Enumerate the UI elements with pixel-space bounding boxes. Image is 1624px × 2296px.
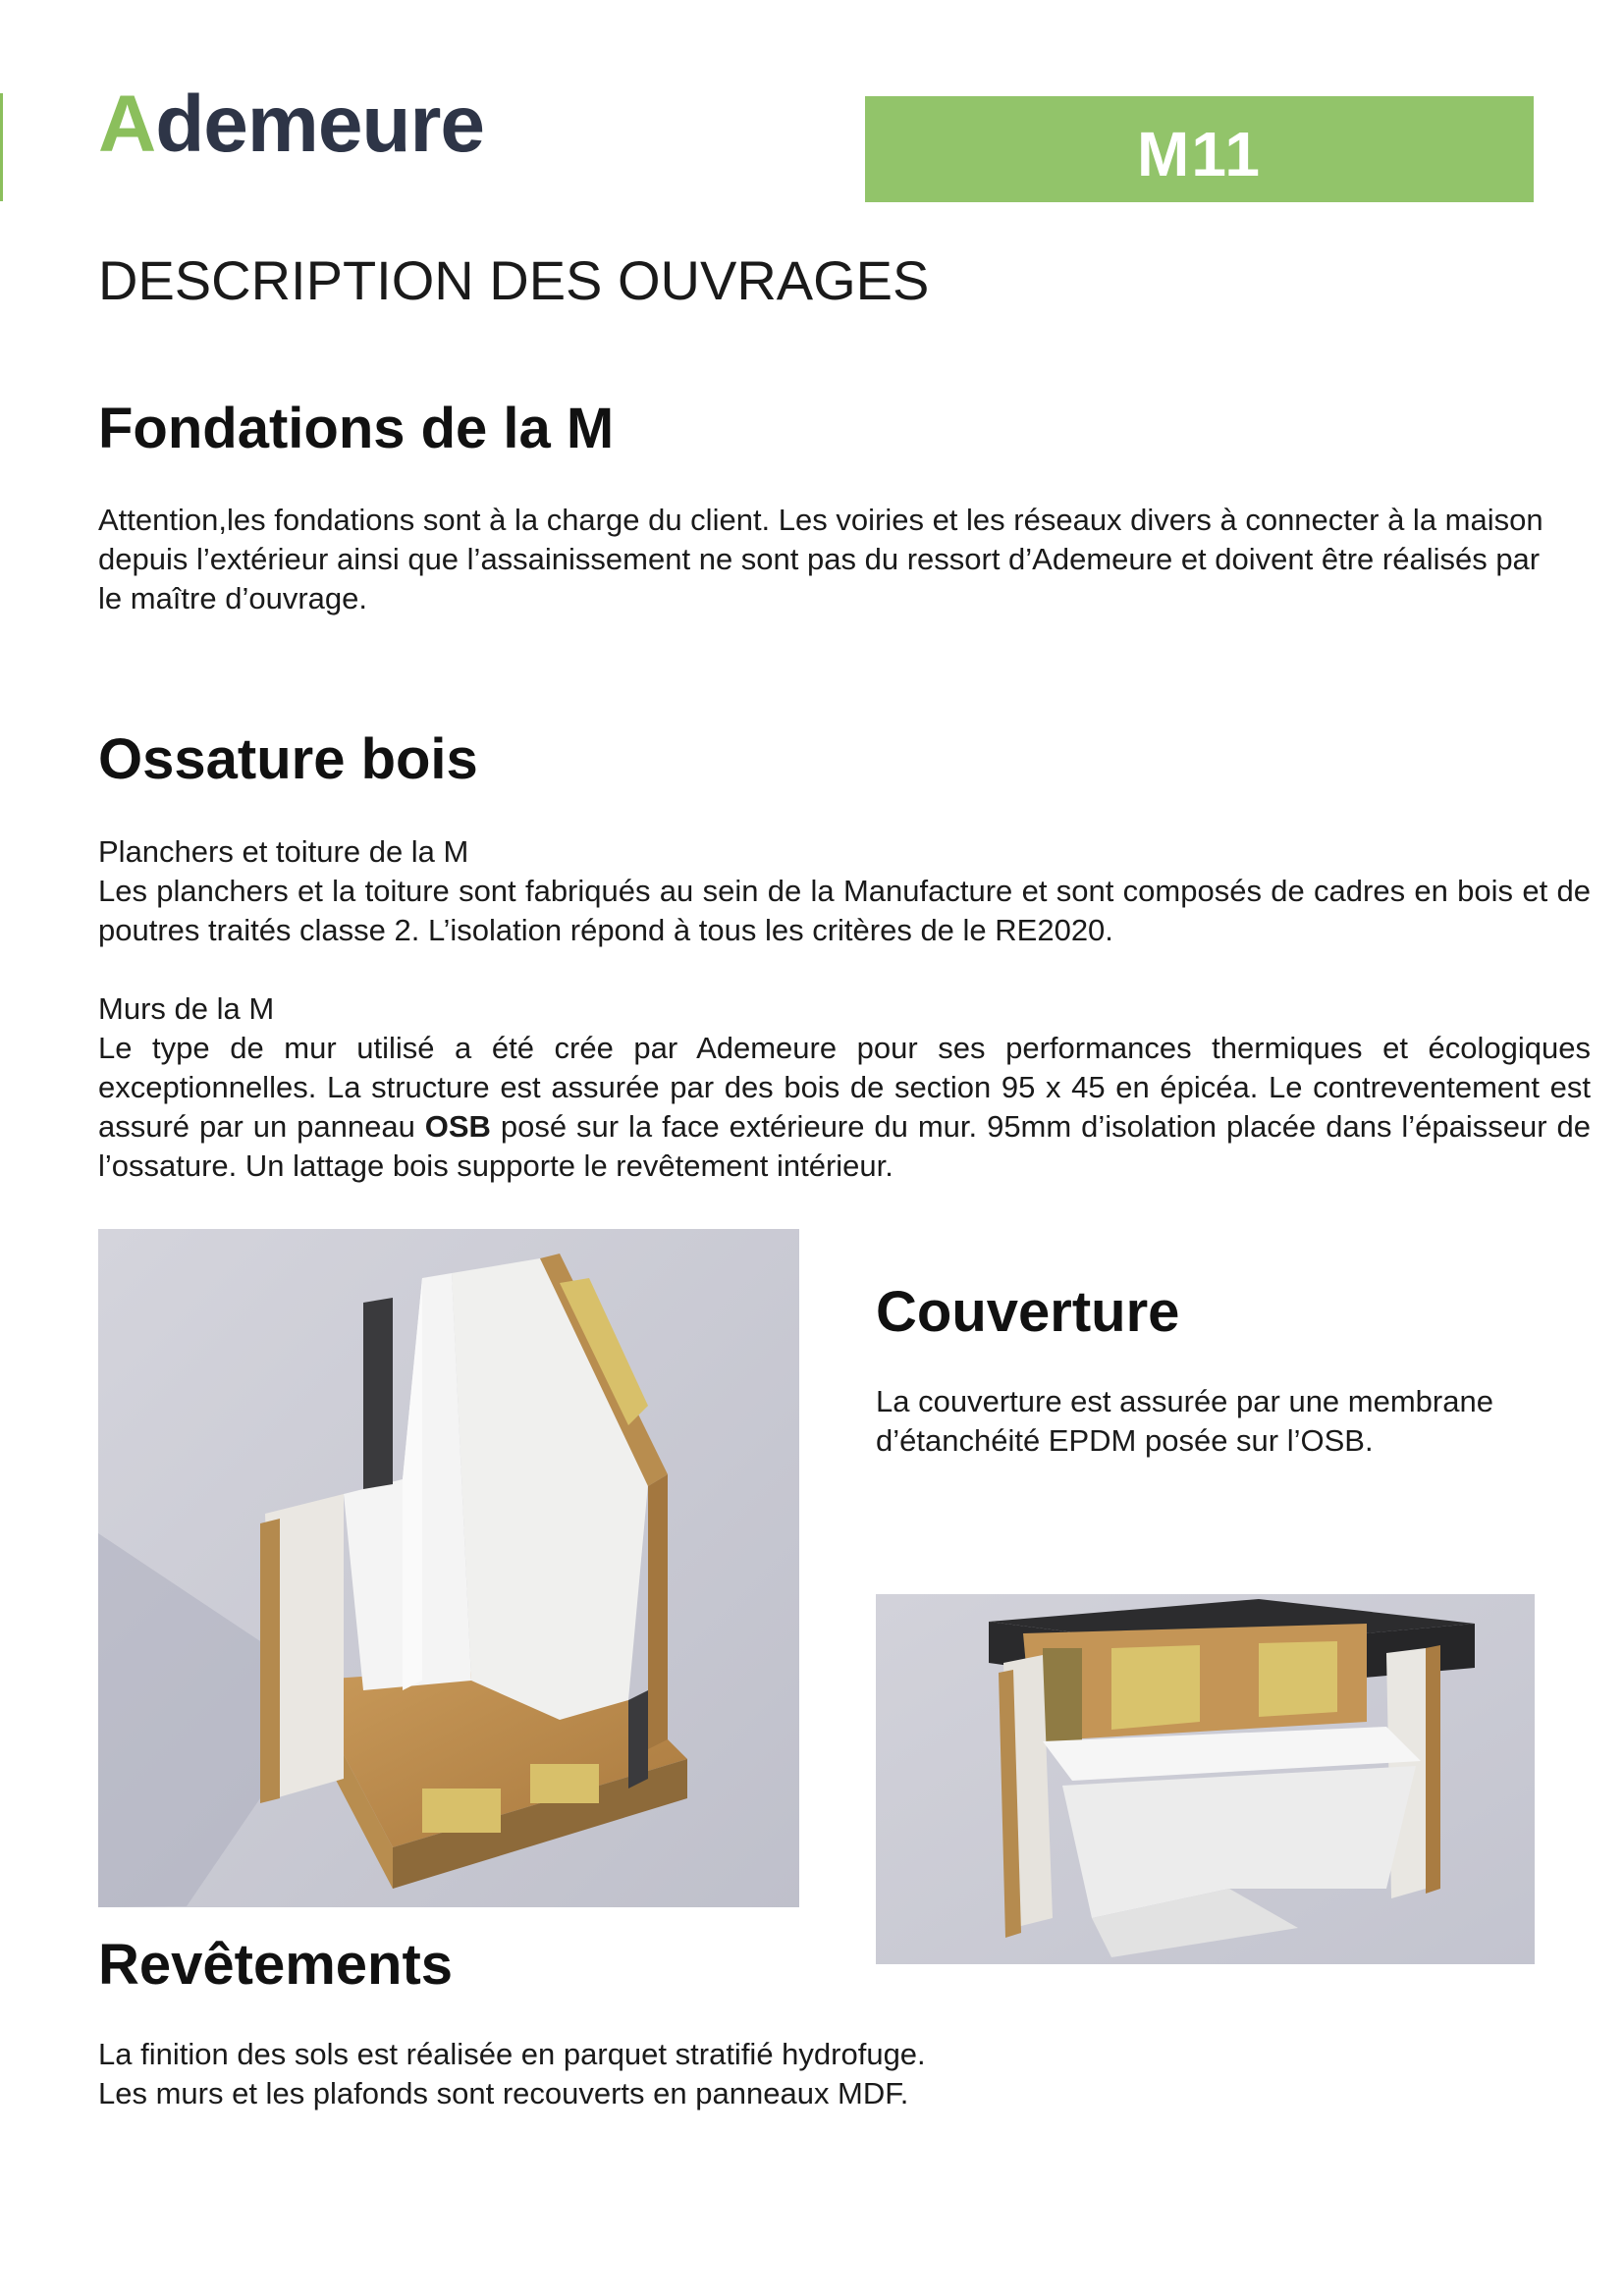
- section-heading-couverture: Couverture: [876, 1280, 1180, 1344]
- roof-section-render: [876, 1594, 1535, 1964]
- roof-section-illustration: [876, 1594, 1535, 1964]
- section-heading-revetements: Revêtements: [98, 1933, 454, 1997]
- revetements-line-1: La finition des sols est réalisée en parquet stratifié hydrofuge.: [98, 2037, 926, 2071]
- wall-section-illustration: [98, 1229, 799, 1907]
- document-title: DESCRIPTION DES OUVRAGES: [98, 249, 930, 311]
- couverture-text: La couverture est assurée par une membrane d’étanchéité EPDM posée sur l’OSB.: [876, 1384, 1493, 1458]
- fondations-text: Attention,les fondations sont à la charge du client. Les voiries et les réseaux divers à connecter à la maison depuis l’extérieur ainsi que l’assainissement ne sont pas du ressort d’Ademeure et doivent être réalisés par le maître d’ouvrage.: [98, 503, 1543, 615]
- planchers-subtitle: Planchers et toiture de la M: [98, 834, 469, 869]
- osb-term: OSB: [424, 1109, 491, 1144]
- wall-section-render: [98, 1229, 799, 1907]
- planchers-text: Les planchers et la toiture sont fabriqués au sein de la Manufacture et sont composés de cadres en bois et de poutres traités classe 2. L’isolation répond à tous les critères de le RE2020.: [98, 874, 1591, 947]
- section-heading-ossature: Ossature bois: [98, 727, 478, 791]
- murs-text: Le type de mur utilisé a été crée par Ademeure pour ses performances thermiques et écologiques exceptionnelles. La structure est assurée par des bois de section 95 x 45 en épicéa. Le contreventement est assuré par un panneau OSB posé sur la face extérieure du mur. 95mm d’isolation placée dans l’épaisseur de l’ossature. Un lattage bois supporte le revêtement intérieur.: [98, 1031, 1591, 1183]
- model-code: M11: [1137, 119, 1262, 189]
- revetements-line-2: Les murs et les plafonds sont recouverts en panneaux MDF.: [98, 2076, 909, 2110]
- logo: Ademeure: [98, 80, 485, 169]
- model-badge: [865, 96, 1534, 202]
- left-accent-rule: [0, 93, 3, 201]
- murs-subtitle: Murs de la M: [98, 991, 275, 1026]
- section-heading-fondations: Fondations de la M: [98, 397, 615, 460]
